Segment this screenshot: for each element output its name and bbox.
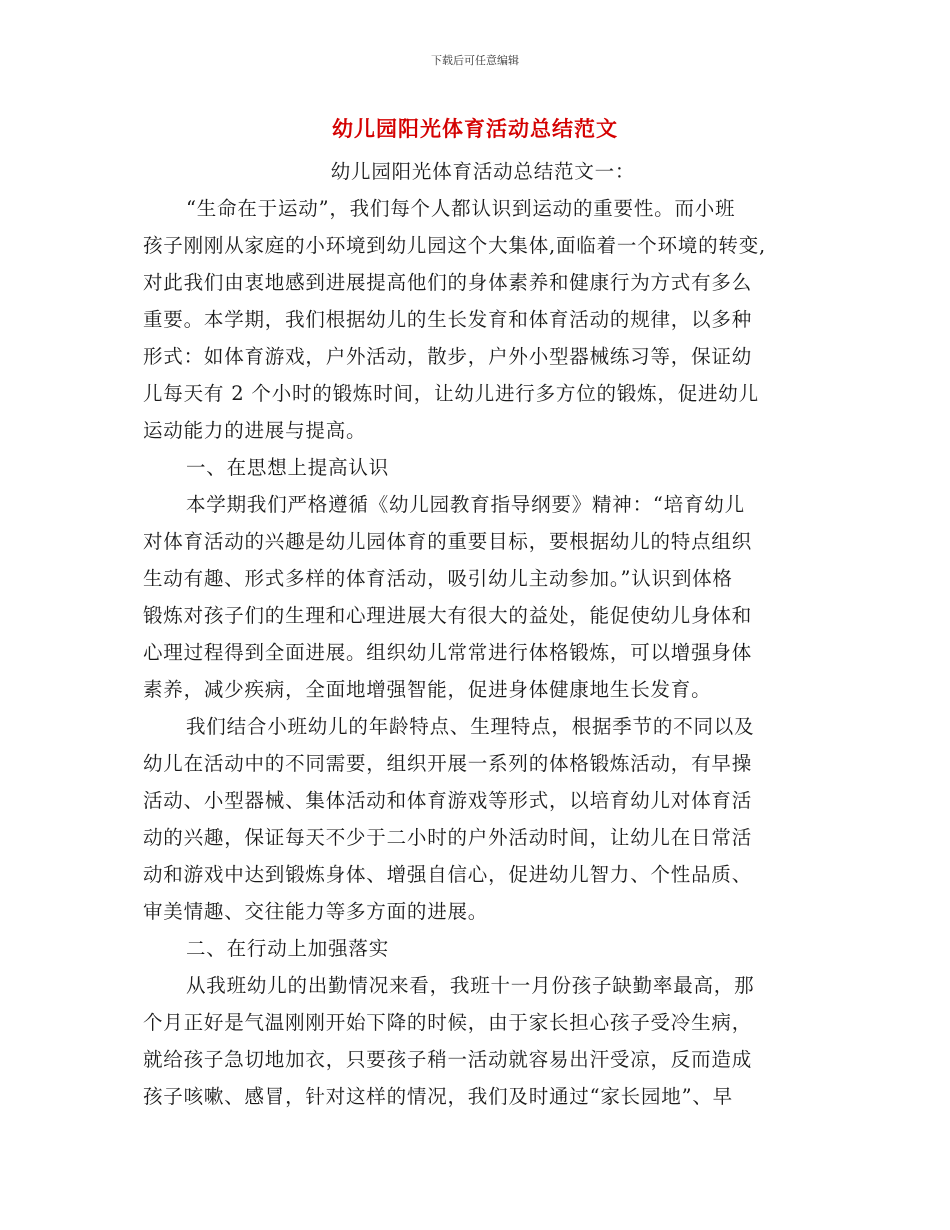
- text-line: 审美情趣、交往能力等多方面的进展。: [143, 900, 489, 923]
- text-line: 从我班幼儿的出勤情况来看，我班十一月份孩子缺勤率最高，那: [186, 974, 755, 997]
- text-line: 锻炼对孩子们的生理和心理进展大有很大的益处，能促使幼儿身体和: [143, 604, 753, 627]
- text-line: 二、在行动上加强落实: [186, 937, 390, 960]
- text-line: 幼儿在活动中的不同需要，组织开展一系列的体格锻炼活动，有早操: [143, 752, 753, 775]
- text-line: 一、在思想上提高认识: [186, 456, 390, 479]
- document-body: [143, 153, 823, 1115]
- text-line: 动的兴趣，保证每天不少于二小时的户外活动时间，让幼儿在日常活: [143, 826, 753, 849]
- header-note: 下载后可任意编辑: [431, 54, 519, 67]
- document-title: 幼儿园阳光体育活动总结范文: [332, 117, 618, 141]
- text-line: 活动、小型器械、集体活动和体育游戏等形式，以培育幼儿对体育活: [143, 789, 753, 812]
- text-line: 我们结合小班幼儿的年龄特点、生理特点，根据季节的不同以及: [186, 715, 755, 738]
- text-line: 对此我们由衷地感到进展提高他们的身体素养和健康行为方式有多么: [143, 271, 753, 294]
- text-line: 生动有趣、形式多样的体育活动，吸引幼儿主动参加。”认识到体格: [143, 567, 733, 590]
- text-line: 幼儿园阳光体育活动总结范文一：: [330, 160, 636, 183]
- text-line: 素养，减少疾病，全面地增强智能，促进身体健康地生长发育。: [143, 678, 712, 701]
- text-line: 形式：如体育游戏，户外活动，散步，户外小型器械练习等，保证幼: [143, 345, 753, 368]
- text-line: 心理过程得到全面进展。组织幼儿常常进行体格锻炼，可以增强身体: [143, 641, 753, 664]
- text-line: 孩子咳嗽、感冒，针对这样的情况，我们及时通过“家长园地”、早: [143, 1085, 733, 1108]
- text-line: 动和游戏中达到锻炼身体、增强自信心，促进幼儿智力、个性品质、: [143, 863, 753, 886]
- text-line: 本学期我们严格遵循《幼儿园教育指导纲要》精神：“培育幼儿: [186, 493, 745, 516]
- text-line: 重要。本学期，我们根据幼儿的生长发育和体育活动的规律，以多种: [143, 308, 753, 331]
- text-line: 就给孩子急切地加衣，只要孩子稍一活动就容易出汗受凉，反而造成: [143, 1048, 753, 1071]
- text-line: 儿每天有 2 个小时的锻炼时间，让幼儿进行多方位的锻炼，促进幼儿: [143, 382, 759, 405]
- text-line: 孩子刚刚从家庭的小环境到幼儿园这个大集体,面临着一个环境的转变,: [143, 234, 766, 257]
- text-line: “生命在于运动”，我们每个人都认识到运动的重要性。而小班: [186, 197, 736, 220]
- text-line: 个月正好是气温刚刚开始下降的时候，由于家长担心孩子受冷生病，: [143, 1011, 753, 1034]
- text-line: 运动能力的进展与提高。: [143, 419, 367, 442]
- text-line: 对体育活动的兴趣是幼儿园体育的重要目标，要根据幼儿的特点组织: [143, 530, 753, 553]
